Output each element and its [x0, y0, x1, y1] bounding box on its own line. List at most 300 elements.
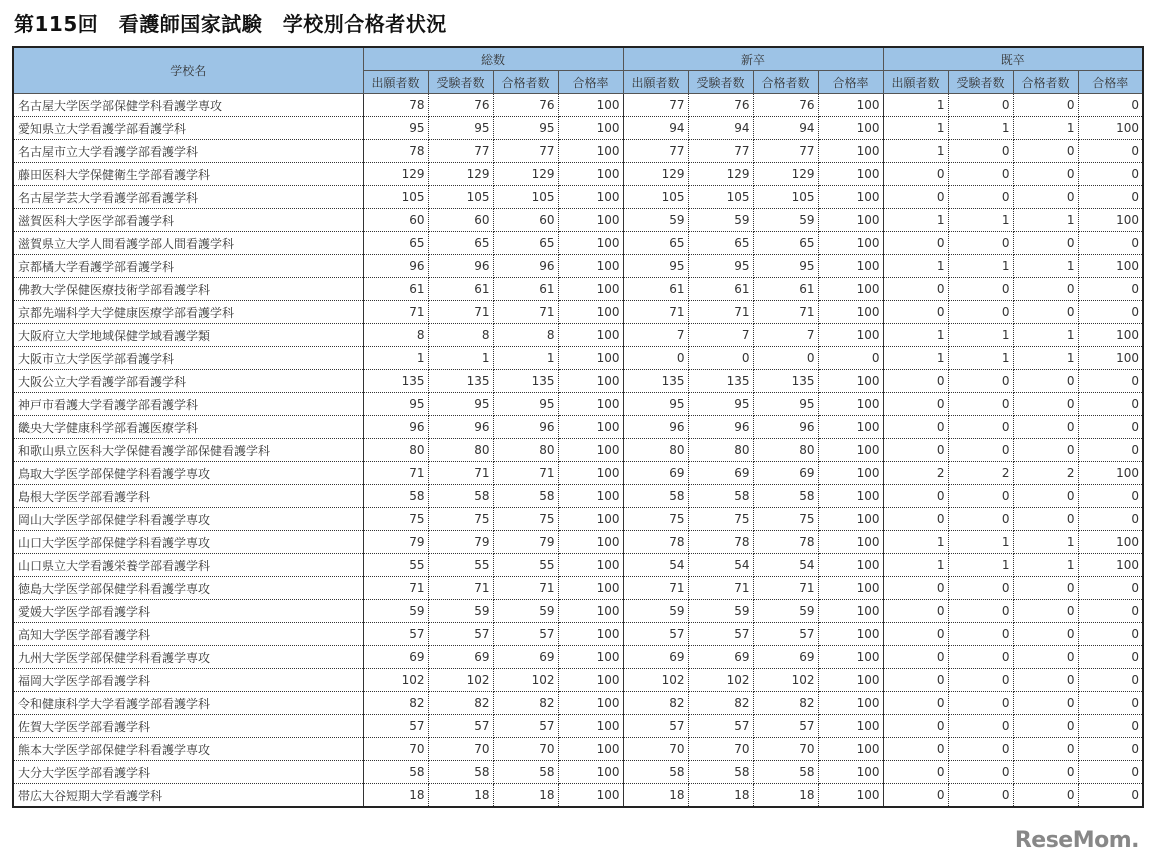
- school-name-cell: 大阪府立大学地域保健学域看護学類: [13, 324, 363, 347]
- value-cell: 100: [558, 600, 623, 623]
- value-cell: 59: [623, 209, 688, 232]
- value-cell: 77: [753, 140, 818, 163]
- value-cell: 0: [1078, 163, 1143, 186]
- value-cell: 100: [558, 186, 623, 209]
- value-cell: 58: [688, 485, 753, 508]
- value-cell: 80: [493, 439, 558, 462]
- value-cell: 100: [558, 623, 623, 646]
- value-cell: 65: [428, 232, 493, 255]
- value-cell: 1: [948, 209, 1013, 232]
- value-cell: 78: [753, 531, 818, 554]
- value-cell: 102: [688, 669, 753, 692]
- value-cell: 58: [753, 485, 818, 508]
- value-cell: 100: [818, 301, 883, 324]
- value-cell: 1: [883, 117, 948, 140]
- value-cell: 8: [363, 324, 428, 347]
- value-cell: 100: [818, 439, 883, 462]
- value-cell: 100: [1078, 554, 1143, 577]
- value-cell: 0: [883, 692, 948, 715]
- school-name-cell: 帯広大谷短期大学看護学科: [13, 784, 363, 808]
- value-cell: 0: [948, 416, 1013, 439]
- header-school: 学校名: [13, 47, 363, 94]
- value-cell: 0: [948, 278, 1013, 301]
- value-cell: 57: [623, 623, 688, 646]
- value-cell: 100: [558, 163, 623, 186]
- value-cell: 0: [1078, 94, 1143, 117]
- value-cell: 96: [493, 255, 558, 278]
- value-cell: 0: [1013, 416, 1078, 439]
- value-cell: 0: [883, 623, 948, 646]
- value-cell: 100: [818, 255, 883, 278]
- value-cell: 0: [1013, 186, 1078, 209]
- value-cell: 1: [1013, 554, 1078, 577]
- value-cell: 18: [363, 784, 428, 808]
- value-cell: 18: [428, 784, 493, 808]
- value-cell: 1: [948, 255, 1013, 278]
- school-name-cell: 愛媛大学医学部看護学科: [13, 600, 363, 623]
- value-cell: 59: [688, 209, 753, 232]
- results-table: [12, 46, 1144, 808]
- table-row: [13, 531, 1143, 554]
- value-cell: 82: [363, 692, 428, 715]
- value-cell: 0: [1078, 301, 1143, 324]
- value-cell: 77: [493, 140, 558, 163]
- value-cell: 0: [883, 186, 948, 209]
- school-name-cell: 徳島大学医学部保健学科看護学専攻: [13, 577, 363, 600]
- value-cell: 69: [623, 646, 688, 669]
- value-cell: 1: [883, 531, 948, 554]
- value-cell: 100: [558, 232, 623, 255]
- value-cell: 0: [883, 278, 948, 301]
- value-cell: 105: [363, 186, 428, 209]
- value-cell: 100: [558, 117, 623, 140]
- value-cell: 129: [363, 163, 428, 186]
- value-cell: 55: [363, 554, 428, 577]
- header-group-total: 総数: [363, 47, 623, 71]
- value-cell: 100: [818, 370, 883, 393]
- value-cell: 57: [753, 623, 818, 646]
- value-cell: 1: [948, 531, 1013, 554]
- value-cell: 95: [623, 255, 688, 278]
- value-cell: 76: [688, 94, 753, 117]
- value-cell: 75: [428, 508, 493, 531]
- table-row: [13, 508, 1143, 531]
- value-cell: 54: [753, 554, 818, 577]
- value-cell: 102: [623, 669, 688, 692]
- value-cell: 0: [1013, 738, 1078, 761]
- value-cell: 57: [688, 623, 753, 646]
- value-cell: 57: [493, 623, 558, 646]
- value-cell: 0: [1078, 232, 1143, 255]
- value-cell: 59: [688, 600, 753, 623]
- value-cell: 95: [688, 393, 753, 416]
- value-cell: 0: [623, 347, 688, 370]
- value-cell: 95: [688, 255, 753, 278]
- value-cell: 71: [623, 301, 688, 324]
- value-cell: 100: [1078, 462, 1143, 485]
- value-cell: 2: [948, 462, 1013, 485]
- value-cell: 76: [493, 94, 558, 117]
- table-row: [13, 623, 1143, 646]
- value-cell: 82: [493, 692, 558, 715]
- header-column: 合格率: [1078, 71, 1143, 94]
- value-cell: 0: [883, 485, 948, 508]
- value-cell: 95: [428, 117, 493, 140]
- value-cell: 1: [883, 140, 948, 163]
- value-cell: 65: [623, 232, 688, 255]
- value-cell: 1: [493, 347, 558, 370]
- value-cell: 58: [493, 485, 558, 508]
- value-cell: 135: [363, 370, 428, 393]
- value-cell: 0: [883, 577, 948, 600]
- value-cell: 100: [1078, 531, 1143, 554]
- value-cell: 0: [948, 508, 1013, 531]
- value-cell: 135: [493, 370, 558, 393]
- value-cell: 0: [948, 393, 1013, 416]
- value-cell: 18: [753, 784, 818, 808]
- value-cell: 0: [1078, 577, 1143, 600]
- header-column: 出願者数: [883, 71, 948, 94]
- table-row: [13, 416, 1143, 439]
- value-cell: 96: [428, 416, 493, 439]
- value-cell: 100: [818, 761, 883, 784]
- value-cell: 57: [428, 623, 493, 646]
- value-cell: 82: [688, 692, 753, 715]
- value-cell: 55: [428, 554, 493, 577]
- value-cell: 100: [818, 784, 883, 808]
- value-cell: 0: [1013, 761, 1078, 784]
- value-cell: 95: [428, 393, 493, 416]
- table-row: [13, 255, 1143, 278]
- value-cell: 0: [1078, 393, 1143, 416]
- value-cell: 100: [818, 623, 883, 646]
- value-cell: 69: [493, 646, 558, 669]
- value-cell: 18: [623, 784, 688, 808]
- school-name-cell: 佐賀大学医学部看護学科: [13, 715, 363, 738]
- value-cell: 129: [753, 163, 818, 186]
- value-cell: 100: [558, 531, 623, 554]
- value-cell: 71: [493, 301, 558, 324]
- table-row: [13, 232, 1143, 255]
- value-cell: 0: [1013, 278, 1078, 301]
- table-row: [13, 393, 1143, 416]
- value-cell: 1: [1013, 324, 1078, 347]
- value-cell: 0: [1013, 94, 1078, 117]
- value-cell: 100: [818, 577, 883, 600]
- school-name-cell: 令和健康科学大学看護学部看護学科: [13, 692, 363, 715]
- value-cell: 100: [818, 163, 883, 186]
- value-cell: 2: [883, 462, 948, 485]
- value-cell: 2: [1013, 462, 1078, 485]
- value-cell: 100: [818, 646, 883, 669]
- table-row: [13, 278, 1143, 301]
- value-cell: 0: [1078, 623, 1143, 646]
- header-column: 受験者数: [948, 71, 1013, 94]
- school-name-cell: 名古屋市立大学看護学部看護学科: [13, 140, 363, 163]
- value-cell: 77: [428, 140, 493, 163]
- value-cell: 71: [363, 301, 428, 324]
- value-cell: 100: [558, 255, 623, 278]
- value-cell: 129: [623, 163, 688, 186]
- value-cell: 135: [753, 370, 818, 393]
- value-cell: 60: [363, 209, 428, 232]
- value-cell: 0: [688, 347, 753, 370]
- value-cell: 80: [623, 439, 688, 462]
- value-cell: 75: [493, 508, 558, 531]
- school-name-cell: 滋賀医科大学医学部看護学科: [13, 209, 363, 232]
- table-row: [13, 163, 1143, 186]
- value-cell: 100: [818, 94, 883, 117]
- school-name-cell: 島根大学医学部看護学科: [13, 485, 363, 508]
- value-cell: 0: [948, 370, 1013, 393]
- value-cell: 1: [948, 554, 1013, 577]
- school-name-cell: 熊本大学医学部保健学科看護学専攻: [13, 738, 363, 761]
- value-cell: 71: [493, 577, 558, 600]
- value-cell: 82: [753, 692, 818, 715]
- value-cell: 0: [948, 163, 1013, 186]
- value-cell: 76: [753, 94, 818, 117]
- table-row: [13, 761, 1143, 784]
- value-cell: 102: [493, 669, 558, 692]
- value-cell: 1: [1013, 347, 1078, 370]
- header-column: 出願者数: [623, 71, 688, 94]
- table-row: [13, 485, 1143, 508]
- value-cell: 100: [818, 232, 883, 255]
- value-cell: 65: [753, 232, 818, 255]
- value-cell: 95: [623, 393, 688, 416]
- value-cell: 0: [948, 646, 1013, 669]
- value-cell: 0: [1013, 508, 1078, 531]
- value-cell: 1: [883, 324, 948, 347]
- value-cell: 0: [1078, 508, 1143, 531]
- value-cell: 0: [948, 301, 1013, 324]
- value-cell: 0: [948, 94, 1013, 117]
- value-cell: 78: [688, 531, 753, 554]
- value-cell: 0: [1013, 163, 1078, 186]
- page-title: 第115回 看護師国家試験 学校別合格者状況: [14, 12, 447, 36]
- table-row: [13, 554, 1143, 577]
- value-cell: 0: [1013, 784, 1078, 808]
- value-cell: 105: [688, 186, 753, 209]
- value-cell: 0: [1078, 600, 1143, 623]
- value-cell: 96: [493, 416, 558, 439]
- school-name-cell: 山口県立大学看護栄養学部看護学科: [13, 554, 363, 577]
- school-name-cell: 名古屋大学医学部保健学科看護学専攻: [13, 94, 363, 117]
- value-cell: 0: [1078, 485, 1143, 508]
- value-cell: 102: [363, 669, 428, 692]
- school-name-cell: 和歌山県立医科大学保健看護学部保健看護学科: [13, 439, 363, 462]
- value-cell: 100: [818, 692, 883, 715]
- value-cell: 100: [818, 600, 883, 623]
- value-cell: 58: [688, 761, 753, 784]
- value-cell: 0: [948, 715, 1013, 738]
- value-cell: 59: [753, 600, 818, 623]
- header-column: 合格者数: [1013, 71, 1078, 94]
- value-cell: 61: [623, 278, 688, 301]
- table-row: [13, 600, 1143, 623]
- value-cell: 100: [558, 646, 623, 669]
- value-cell: 8: [428, 324, 493, 347]
- value-cell: 78: [623, 531, 688, 554]
- value-cell: 0: [883, 232, 948, 255]
- value-cell: 7: [623, 324, 688, 347]
- value-cell: 65: [688, 232, 753, 255]
- value-cell: 95: [363, 117, 428, 140]
- value-cell: 95: [493, 393, 558, 416]
- value-cell: 0: [1013, 646, 1078, 669]
- value-cell: 1: [363, 347, 428, 370]
- value-cell: 75: [623, 508, 688, 531]
- value-cell: 82: [428, 692, 493, 715]
- school-name-cell: 畿央大学健康科学部看護医療学科: [13, 416, 363, 439]
- value-cell: 96: [688, 416, 753, 439]
- value-cell: 79: [493, 531, 558, 554]
- value-cell: 54: [688, 554, 753, 577]
- value-cell: 80: [688, 439, 753, 462]
- table-row: [13, 94, 1143, 117]
- value-cell: 80: [363, 439, 428, 462]
- school-name-cell: 福岡大学医学部看護学科: [13, 669, 363, 692]
- value-cell: 1: [948, 324, 1013, 347]
- value-cell: 135: [428, 370, 493, 393]
- value-cell: 0: [1078, 278, 1143, 301]
- value-cell: 96: [623, 416, 688, 439]
- value-cell: 0: [1078, 738, 1143, 761]
- value-cell: 100: [558, 669, 623, 692]
- value-cell: 0: [948, 485, 1013, 508]
- value-cell: 0: [1013, 140, 1078, 163]
- value-cell: 102: [428, 669, 493, 692]
- value-cell: 79: [428, 531, 493, 554]
- value-cell: 0: [948, 623, 1013, 646]
- table-row: [13, 370, 1143, 393]
- value-cell: 100: [558, 761, 623, 784]
- value-cell: 1: [883, 209, 948, 232]
- value-cell: 71: [363, 462, 428, 485]
- value-cell: 77: [688, 140, 753, 163]
- value-cell: 100: [558, 301, 623, 324]
- value-cell: 0: [948, 738, 1013, 761]
- value-cell: 57: [753, 715, 818, 738]
- value-cell: 7: [753, 324, 818, 347]
- value-cell: 0: [1013, 600, 1078, 623]
- value-cell: 18: [688, 784, 753, 808]
- table-row: [13, 692, 1143, 715]
- value-cell: 100: [558, 416, 623, 439]
- table-row: [13, 140, 1143, 163]
- value-cell: 0: [883, 669, 948, 692]
- school-name-cell: 鳥取大学医学部保健学科看護学専攻: [13, 462, 363, 485]
- table-row: [13, 784, 1143, 808]
- value-cell: 100: [1078, 347, 1143, 370]
- value-cell: 59: [753, 209, 818, 232]
- value-cell: 71: [753, 301, 818, 324]
- value-cell: 95: [493, 117, 558, 140]
- value-cell: 1: [1013, 209, 1078, 232]
- header-column: 合格者数: [493, 71, 558, 94]
- value-cell: 100: [558, 738, 623, 761]
- value-cell: 0: [1013, 439, 1078, 462]
- value-cell: 100: [558, 393, 623, 416]
- value-cell: 0: [948, 600, 1013, 623]
- value-cell: 100: [558, 94, 623, 117]
- value-cell: 100: [558, 324, 623, 347]
- value-cell: 1: [883, 94, 948, 117]
- value-cell: 76: [428, 94, 493, 117]
- value-cell: 0: [818, 347, 883, 370]
- value-cell: 0: [1013, 301, 1078, 324]
- value-cell: 0: [1013, 692, 1078, 715]
- value-cell: 61: [688, 278, 753, 301]
- value-cell: 58: [428, 761, 493, 784]
- value-cell: 57: [688, 715, 753, 738]
- school-name-cell: 京都橘大学看護学部看護学科: [13, 255, 363, 278]
- school-name-cell: 大阪公立大学看護学部看護学科: [13, 370, 363, 393]
- value-cell: 0: [883, 784, 948, 808]
- value-cell: 77: [623, 140, 688, 163]
- value-cell: 1: [883, 255, 948, 278]
- value-cell: 100: [818, 531, 883, 554]
- value-cell: 0: [948, 439, 1013, 462]
- value-cell: 71: [688, 577, 753, 600]
- value-cell: 0: [1078, 784, 1143, 808]
- value-cell: 59: [493, 600, 558, 623]
- value-cell: 71: [493, 462, 558, 485]
- value-cell: 59: [623, 600, 688, 623]
- value-cell: 100: [818, 485, 883, 508]
- table-row: [13, 186, 1143, 209]
- value-cell: 0: [883, 393, 948, 416]
- value-cell: 96: [363, 416, 428, 439]
- value-cell: 71: [428, 462, 493, 485]
- value-cell: 71: [363, 577, 428, 600]
- value-cell: 82: [623, 692, 688, 715]
- value-cell: 71: [688, 301, 753, 324]
- value-cell: 1: [883, 347, 948, 370]
- table-row: [13, 577, 1143, 600]
- value-cell: 100: [818, 186, 883, 209]
- value-cell: 69: [753, 646, 818, 669]
- value-cell: 57: [493, 715, 558, 738]
- school-name-cell: 岡山大学医学部保健学科看護学専攻: [13, 508, 363, 531]
- value-cell: 65: [363, 232, 428, 255]
- value-cell: 0: [1078, 439, 1143, 462]
- value-cell: 75: [688, 508, 753, 531]
- value-cell: 71: [428, 301, 493, 324]
- value-cell: 0: [1078, 646, 1143, 669]
- value-cell: 100: [558, 209, 623, 232]
- header-column: 合格者数: [753, 71, 818, 94]
- value-cell: 57: [623, 715, 688, 738]
- school-name-cell: 高知大学医学部看護学科: [13, 623, 363, 646]
- value-cell: 0: [948, 186, 1013, 209]
- value-cell: 100: [1078, 209, 1143, 232]
- value-cell: 94: [753, 117, 818, 140]
- value-cell: 61: [753, 278, 818, 301]
- value-cell: 0: [948, 140, 1013, 163]
- value-cell: 94: [688, 117, 753, 140]
- value-cell: 100: [818, 715, 883, 738]
- value-cell: 71: [428, 577, 493, 600]
- header-group-past: 既卒: [883, 47, 1143, 71]
- value-cell: 135: [623, 370, 688, 393]
- school-name-cell: 京都先端科学大学健康医療学部看護学科: [13, 301, 363, 324]
- header-column: 合格率: [558, 71, 623, 94]
- value-cell: 0: [1013, 715, 1078, 738]
- value-cell: 100: [818, 117, 883, 140]
- value-cell: 0: [948, 669, 1013, 692]
- value-cell: 8: [493, 324, 558, 347]
